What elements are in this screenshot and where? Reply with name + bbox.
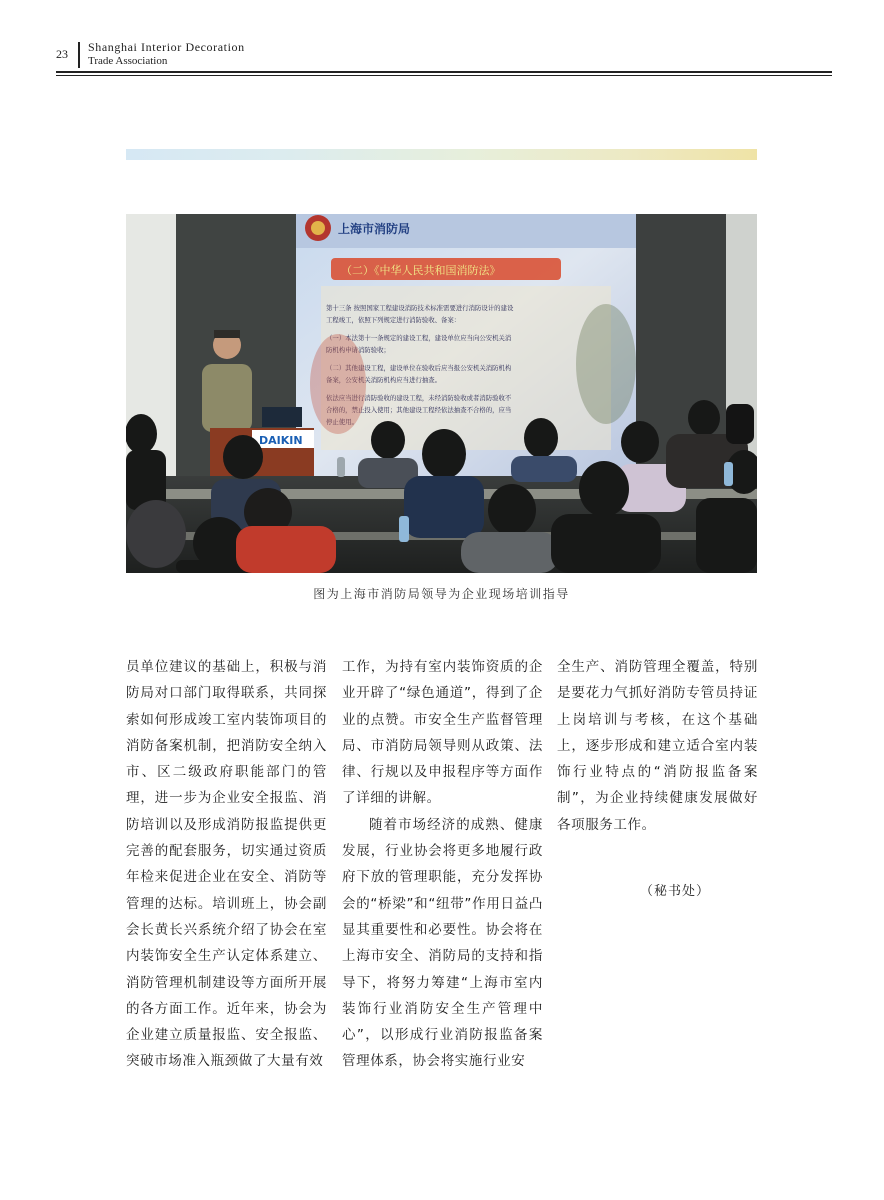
header-rule-thick (56, 71, 832, 73)
slide-text-line: 备案，公安机关消防机构应当进行抽查。 (326, 376, 442, 384)
slide-text-line: （二）其他建设工程，建设单位在验收后应当报公安机关消防机构 (326, 364, 512, 372)
slide-title-text: （二）《中华人民共和国消防法》 (341, 264, 501, 277)
header-rule-thin (56, 75, 832, 76)
slide-text-line: 防机构申请消防验收； (326, 346, 390, 354)
page-header (56, 38, 832, 78)
article-paragraph: 工作，为持有室内装饰资质的企业开辟了“绿色通道”，得到了企业的点赞。市安全生产监督管理局、市消防局领导则从政策、法律、行规以及申报程序等方面作了详细的讲解。 (342, 659, 543, 807)
article-column-1 (126, 654, 327, 1075)
association-subname: Trade Association (88, 55, 168, 67)
association-name: Shanghai Interior Decoration (88, 40, 245, 54)
decorative-gradient-band (126, 149, 757, 160)
slide-text-line: 工程竣工，依照下列规定进行消防验收、备案： (326, 316, 461, 324)
slide-text-line: （一）本法第十一条规定的建设工程，建设单位应当向公安机关消 (326, 334, 512, 342)
header-divider (78, 42, 80, 68)
page-number: 23 (56, 47, 68, 61)
podium-brand-text: DAIKIN (259, 434, 303, 447)
article-paragraph: 全生产、消防管理全覆盖，特别是要花力气抓好消防专管员持证上岗培训与考核，在这个基础上，逐步形成和建立适合室内装饰行业特点的“消防报监备案制”，为企业持续健康发展做好各项服务工作。 (557, 659, 758, 833)
article-paragraph: 员单位建议的基础上，积极与消防局对口部门取得联系，共同探索如何形成竣工室内装饰项目的消防备案机制，把消防安全纳入市、区二级政府职能部门的管理，进一步为企业安全报监、消防培训以及形成消防报监提供更完善的配套服务，切实通过资质年检来促进企业在安全、消防等管理的达标。培训班上，协会副会长黄长兴系统介绍了协会在室内装饰安全生产认定体系建立、消防管理机制建设等方面所开展的各方面工作。近年来，协会为企业建立质量报监、安全报监、突破市场准入瓶颈做了大量有效 (126, 659, 327, 1070)
slide-header-text: 上海市消防局 (338, 222, 411, 236)
photo-caption: 图为上海市消防局领导为企业现场培训指导 (313, 587, 570, 601)
slide-text-line: 依法应当进行消防验收的建设工程，未经消防验收或者消防验收不 (326, 394, 512, 402)
article-column-2 (342, 654, 543, 1075)
article-signoff: （秘书处） (640, 884, 711, 899)
training-session-photo (126, 214, 757, 573)
projection-screen (296, 214, 636, 476)
article-paragraph: 随着市场经济的成熟、健康发展，行业协会将更多地履行政府下放的管理职能，充分发挥协会的“桥梁”和“纽带”作用日益凸显其重要性和必要性。协会将在上海市安全、消防局的支持和指导下，将努力筹建“上海市室内装饰行业消防安全生产管理中心”，以形成行业消防报监备案管理体系，协会将实施行业安 (342, 816, 543, 1070)
article-column-3 (557, 654, 758, 838)
slide-text-line: 合格的，禁止投入使用；其他建设工程经依法抽查不合格的，应当 (326, 406, 512, 414)
slide-text-line: 停止使用。 (326, 418, 358, 426)
slide-text-line: 第十三条 按照国家工程建设消防技术标准需要进行消防设计的建设 (326, 304, 514, 312)
